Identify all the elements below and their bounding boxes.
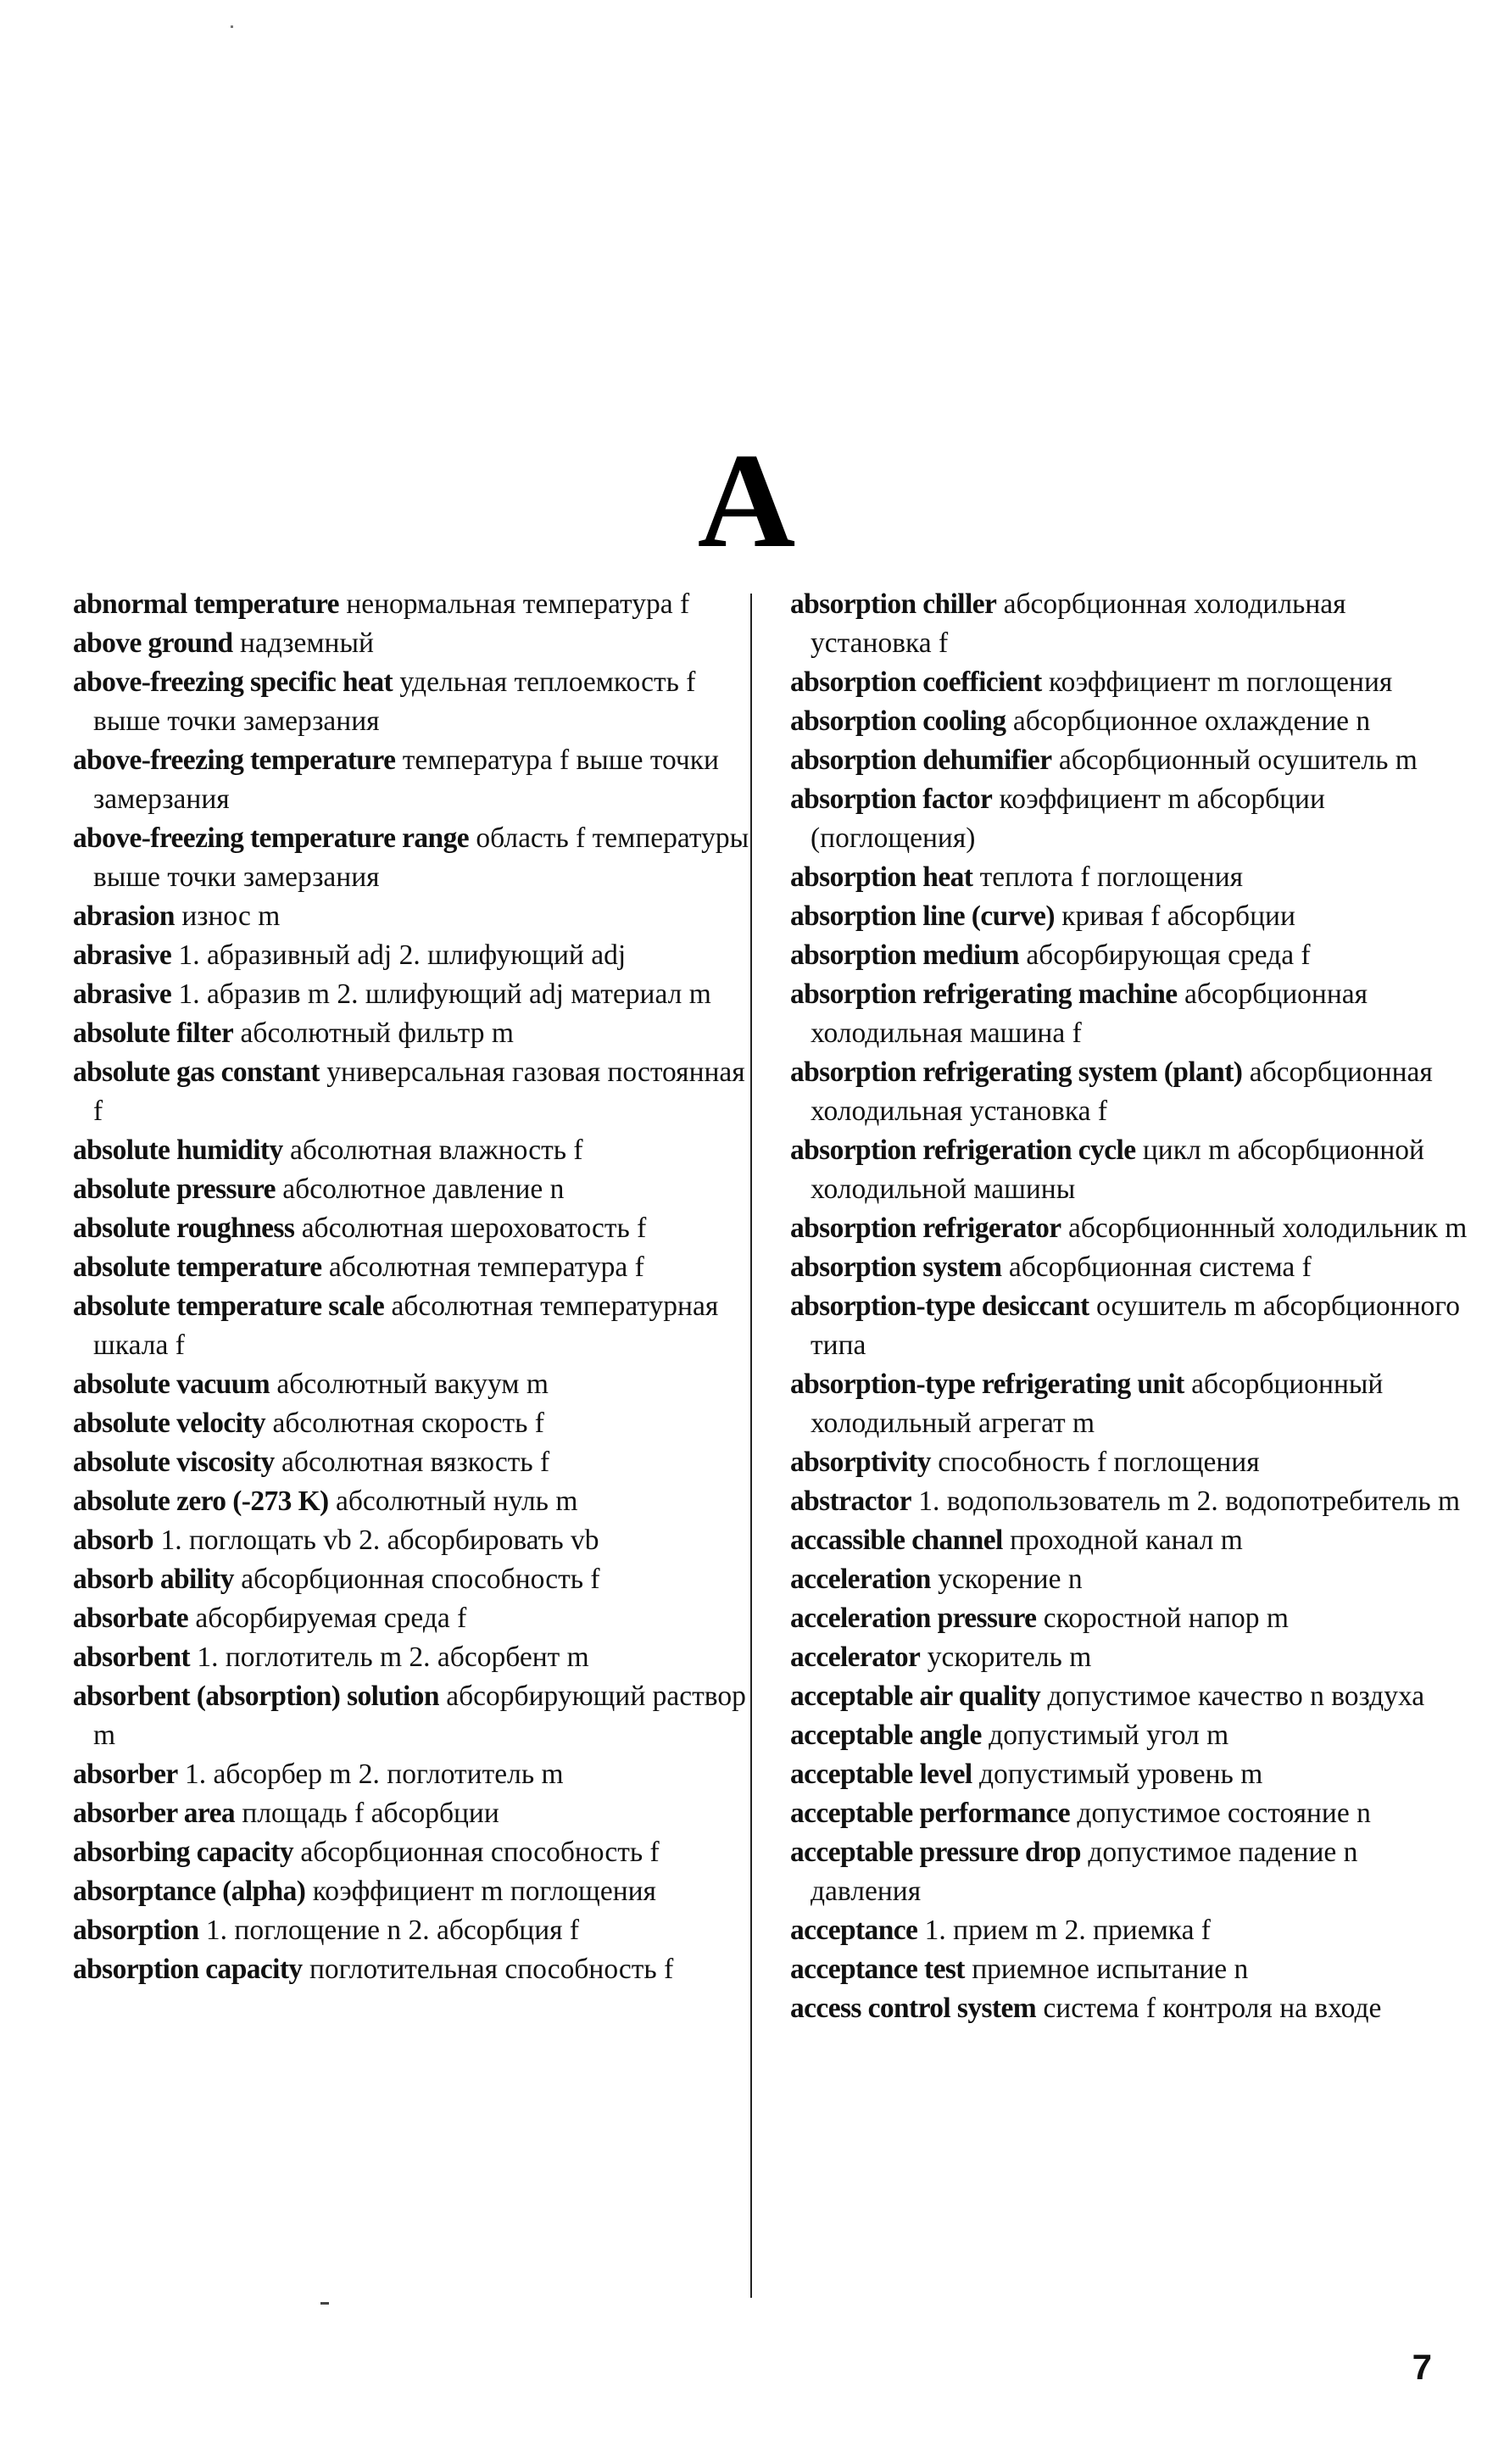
- headword: acceleration: [790, 1564, 931, 1595]
- dictionary-entry: [790, 702, 1468, 741]
- translation: система f контроля на входе: [1043, 1993, 1382, 2024]
- dictionary-entry: [73, 624, 751, 663]
- headword: absolute vacuum: [73, 1369, 270, 1400]
- headword: absolute pressure: [73, 1173, 276, 1205]
- dictionary-entry: [790, 1131, 1468, 1209]
- headword: absorption-type refrigerating unit: [790, 1369, 1184, 1400]
- dictionary-entry: [73, 1950, 751, 1989]
- translation: абсорбционный холодильный агрегат m: [811, 1369, 1384, 1439]
- print-speck: [231, 25, 233, 28]
- translation: 1. прием m 2. приемка f: [924, 1915, 1211, 1946]
- translation: абсорбционнный холодильник m: [1067, 1212, 1468, 1244]
- translation: абсорбционная способность f: [300, 1837, 660, 1868]
- translation: теплота f поглощения: [979, 861, 1244, 893]
- right-column: [790, 585, 1468, 2028]
- headword: absorption system: [790, 1252, 1002, 1283]
- headword: absolute gas constant: [73, 1056, 320, 1088]
- dictionary-entry: [73, 1794, 751, 1833]
- dictionary-entry: [790, 1560, 1468, 1599]
- headword: abrasive: [73, 978, 172, 1010]
- headword: abstractor: [790, 1486, 911, 1517]
- dictionary-entry: [790, 1248, 1468, 1287]
- page-number: 7: [1412, 2347, 1432, 2387]
- headword: above-freezing specific heat: [73, 666, 393, 698]
- dictionary-entry: [790, 1677, 1468, 1716]
- translation: 1. поглощение n 2. абсорбция f: [205, 1915, 580, 1946]
- translation: абсолютная скорость f: [272, 1408, 544, 1439]
- translation: коэффициент m абсорбции (поглощения): [811, 783, 1325, 854]
- dictionary-entry: [73, 1443, 751, 1482]
- headword: absolute viscosity: [73, 1447, 275, 1478]
- headword: absorption dehumifier: [790, 744, 1052, 776]
- headword: absorptance (alpha): [73, 1876, 306, 1907]
- dictionary-entry: [790, 780, 1468, 858]
- dictionary-entry: [790, 1599, 1468, 1638]
- translation: абсорбирующая среда f: [1026, 939, 1311, 971]
- headword: absolute zero (-273 K): [73, 1486, 329, 1517]
- dictionary-entry: [73, 1131, 751, 1170]
- headword: absolute temperature scale: [73, 1291, 385, 1322]
- translation: температура f выше точки замерзания: [93, 744, 719, 815]
- translation: допустимое падение n давления: [811, 1837, 1358, 1907]
- headword: absolute roughness: [73, 1212, 295, 1244]
- translation: ненормальная температура f: [346, 588, 690, 620]
- headword: acceptable level: [790, 1759, 972, 1790]
- dictionary-entry: [73, 1248, 751, 1287]
- translation: коэффициент m поглощения: [312, 1876, 656, 1907]
- translation: абсорбционное охлаждение n: [1012, 705, 1371, 737]
- dictionary-entry: [73, 1911, 751, 1950]
- dictionary-entry: [73, 1638, 751, 1677]
- dictionary-entry: [790, 1443, 1468, 1482]
- translation: допустимое состояние n: [1077, 1798, 1371, 1829]
- headword: absorbent (absorption) solution: [73, 1681, 439, 1712]
- translation: скоростной напор m: [1043, 1603, 1289, 1634]
- column-divider: [750, 594, 752, 2298]
- headword: absolute humidity: [73, 1134, 283, 1166]
- headword: absorption refrigerator: [790, 1212, 1061, 1244]
- dictionary-entry: [790, 1716, 1468, 1755]
- headword: absorption: [73, 1915, 199, 1946]
- dictionary-entry: [73, 1677, 751, 1755]
- translation: область f температуры выше точки замерзания: [93, 822, 749, 893]
- dictionary-entry: [73, 1404, 751, 1443]
- dictionary-entry: [73, 1287, 751, 1365]
- translation: цикл m абсорбционной холодильной машины: [811, 1134, 1424, 1205]
- headword: abnormal temperature: [73, 588, 339, 620]
- dictionary-entry: [790, 858, 1468, 897]
- translation: абсорбционный осушитель m: [1058, 744, 1418, 776]
- dictionary-entry: [73, 1365, 751, 1404]
- translation: абсолютная температурная шкала f: [93, 1291, 719, 1361]
- dictionary-entry: [73, 1833, 751, 1872]
- headword: absorbing capacity: [73, 1837, 294, 1868]
- dictionary-entry: [790, 975, 1468, 1053]
- translation: абсорбирующий раствор m: [93, 1681, 746, 1751]
- dictionary-entry: [790, 1053, 1468, 1131]
- dictionary-entry: [73, 1521, 751, 1560]
- dictionary-entry: [790, 1638, 1468, 1677]
- dictionary-entry: [73, 1170, 751, 1209]
- dictionary-entry: [73, 1755, 751, 1794]
- translation: 1. водопользователь m 2. водопотребитель m: [918, 1486, 1461, 1517]
- dictionary-entry: [790, 1365, 1468, 1443]
- dictionary-entry: [73, 1482, 751, 1521]
- headword: above-freezing temperature range: [73, 822, 470, 854]
- headword: absorptivity: [790, 1447, 931, 1478]
- headword: acceptance test: [790, 1954, 965, 1985]
- translation: абсорбционная холодильная машина f: [811, 978, 1368, 1049]
- headword: absolute filter: [73, 1017, 234, 1049]
- translation: абсорбционная холодильная установка f: [811, 1056, 1433, 1127]
- headword: absorption refrigeration cycle: [790, 1134, 1136, 1166]
- translation: допустимый угол m: [989, 1720, 1229, 1751]
- print-speck: [320, 2302, 329, 2305]
- translation: 1. поглотитель m 2. абсорбент m: [197, 1642, 589, 1673]
- translation: 1. поглощать vb 2. абсорбировать vb: [160, 1525, 599, 1556]
- headword: acceptance: [790, 1915, 918, 1946]
- dictionary-entry: [790, 1794, 1468, 1833]
- translation: абсолютная шероховатость f: [301, 1212, 647, 1244]
- translation: осушитель m абсорбционного типа: [811, 1291, 1460, 1361]
- section-letter: A: [697, 425, 796, 576]
- translation: абсорбционная холодильная установка f: [811, 588, 1346, 659]
- dictionary-entry: [790, 663, 1468, 702]
- translation: проходной канал m: [1010, 1525, 1243, 1556]
- dictionary-entry: [790, 1755, 1468, 1794]
- translation: износ m: [181, 900, 281, 932]
- headword: acceleration pressure: [790, 1603, 1037, 1634]
- translation: допустимый уровень m: [978, 1759, 1263, 1790]
- headword: absorption capacity: [73, 1954, 303, 1985]
- translation: способность f поглощения: [938, 1447, 1260, 1478]
- dictionary-entry: [73, 1209, 751, 1248]
- dictionary-entry: [790, 1482, 1468, 1521]
- dictionary-entry: [73, 975, 751, 1014]
- headword: acceptable pressure drop: [790, 1837, 1081, 1868]
- headword: absorption line (curve): [790, 900, 1055, 932]
- headword: absorption medium: [790, 939, 1019, 971]
- headword: above ground: [73, 627, 233, 659]
- dictionary-entry: [790, 1833, 1468, 1911]
- headword: abrasion: [73, 900, 175, 932]
- headword: access control system: [790, 1993, 1037, 2024]
- translation: универсальная газовая постоянная f: [93, 1056, 745, 1127]
- translation: абсолютная влажность f: [290, 1134, 583, 1166]
- translation: приемное испытание n: [972, 1954, 1249, 1985]
- headword: accelerator: [790, 1642, 921, 1673]
- translation: 1. абразивный adj 2. шлифующий adj: [178, 939, 627, 971]
- translation: абсорбируемая среда f: [195, 1603, 467, 1634]
- dictionary-entry: [790, 585, 1468, 663]
- headword: accassible channel: [790, 1525, 1003, 1556]
- translation: ускоритель m: [927, 1642, 1092, 1673]
- headword: absorption chiller: [790, 588, 997, 620]
- translation: ускорение n: [938, 1564, 1083, 1595]
- headword: acceptable air quality: [790, 1681, 1041, 1712]
- translation: абсолютная вязкость f: [281, 1447, 550, 1478]
- headword: absorber: [73, 1759, 178, 1790]
- dictionary-entry: [73, 1872, 751, 1911]
- dictionary-entry: [73, 1014, 751, 1053]
- translation: абсолютный нуль m: [335, 1486, 578, 1517]
- translation: поглотительная способность f: [309, 1954, 674, 1985]
- left-column: [73, 585, 751, 1989]
- dictionary-entry: [73, 897, 751, 936]
- dictionary-entry: [73, 585, 751, 624]
- dictionary-entry: [790, 1911, 1468, 1950]
- translation: абсолютный вакуум m: [276, 1369, 549, 1400]
- dictionary-entry: [790, 741, 1468, 780]
- dictionary-entry: [73, 663, 751, 741]
- headword: absorbate: [73, 1603, 189, 1634]
- dictionary-entry: [790, 1950, 1468, 1989]
- translation: абсорбционная система f: [1008, 1252, 1312, 1283]
- headword: absorption-type desiccant: [790, 1291, 1089, 1322]
- headword: absorption refrigerating machine: [790, 978, 1178, 1010]
- headword: absorb ability: [73, 1564, 234, 1595]
- dictionary-entry: [790, 936, 1468, 975]
- headword: absorb: [73, 1525, 154, 1556]
- translation: абсолютное давление n: [282, 1173, 565, 1205]
- translation: кривая f абсорбции: [1061, 900, 1295, 932]
- dictionary-entry: [73, 1560, 751, 1599]
- headword: absorption refrigerating system (plant): [790, 1056, 1243, 1088]
- translation: удельная теплоемкость f выше точки замерзания: [93, 666, 696, 737]
- dictionary-entry: [790, 1209, 1468, 1248]
- dictionary-entry: [73, 1053, 751, 1131]
- translation: абсолютный фильтр m: [240, 1017, 514, 1049]
- headword: absolute velocity: [73, 1408, 266, 1439]
- dictionary-entry: [73, 1599, 751, 1638]
- dictionary-entry: [790, 1287, 1468, 1365]
- headword: abrasive: [73, 939, 172, 971]
- headword: acceptable performance: [790, 1798, 1071, 1829]
- headword: acceptable angle: [790, 1720, 982, 1751]
- translation: надземный: [239, 627, 374, 659]
- translation: допустимое качество n воздуха: [1047, 1681, 1425, 1712]
- headword: absorber area: [73, 1798, 236, 1829]
- headword: absorption cooling: [790, 705, 1006, 737]
- translation: абсорбционная способность f: [241, 1564, 600, 1595]
- translation: площадь f абсорбции: [242, 1798, 499, 1829]
- headword: above-freezing temperature: [73, 744, 396, 776]
- headword: absorption coefficient: [790, 666, 1042, 698]
- dictionary-entry: [790, 897, 1468, 936]
- translation: 1. абразив m 2. шлифующий adj материал m: [178, 978, 711, 1010]
- dictionary-entry: [790, 1521, 1468, 1560]
- translation: абсолютная температура f: [328, 1252, 644, 1283]
- dictionary-entry: [73, 741, 751, 819]
- dictionary-entry: [790, 1989, 1468, 2028]
- headword: absorption factor: [790, 783, 993, 815]
- dictionary-entry: [73, 819, 751, 897]
- translation: коэффициент m поглощения: [1049, 666, 1393, 698]
- headword: absorbent: [73, 1642, 190, 1673]
- dictionary-entry: [73, 936, 751, 975]
- headword: absolute temperature: [73, 1252, 322, 1283]
- headword: absorption heat: [790, 861, 973, 893]
- translation: 1. абсорбер m 2. поглотитель m: [184, 1759, 564, 1790]
